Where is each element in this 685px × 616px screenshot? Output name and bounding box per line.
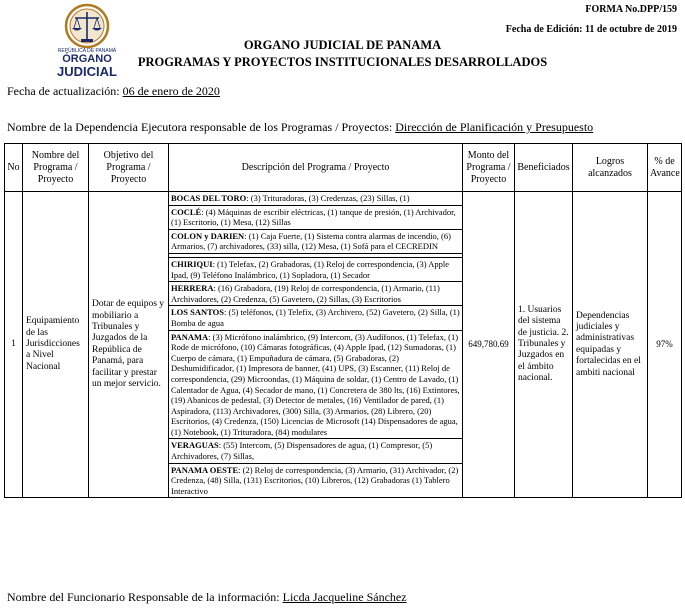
row-achievements: Dependencias judiciales y administrativas equipadas y fortalecidas en el ambiti nacional bbox=[573, 192, 648, 498]
official-value: Licda Jacqueline Sánchez bbox=[282, 590, 407, 604]
row-no: 1 bbox=[5, 192, 23, 498]
page-subtitle: PROGRAMAS Y PROYECTOS INSTITUCIONALES DESARROLLADOS bbox=[137, 55, 548, 69]
dependency-label: Nombre de la Dependencia Ejecutora responsable de los Programas / Proyectos: bbox=[7, 120, 396, 134]
row-name: Equipamiento de las Jurisdicciones a Nivel Nacional bbox=[23, 192, 89, 498]
table-row bbox=[5, 192, 682, 498]
desc-panama: PANAMA: (3) Micrófono inalámbrico, (9) Intercom, (3) Audífonos, (1) Telefax, (1) Rode de micrófono, (10) Cámaras fotográficas, (4) Apple Ipad, (12) Sumadoras, (1) Cuerpo de cámara, (1) Empuñadura de cámara, (5) Grabadoras, (2) Deshumidificador, (1) Impresora de banner, (41) UPS, (3) Escanner, (11) Reloj de correspondencia, (29) Microondas, (1) Máquina de soldar, (1) Centro de Lavado, (1) Calentador de Agua, (4) Secador de mano, (1) Concretera de 380 lts, (16) Extintores, (19) Abanicos de pedestal, (3) Detector de metales, (16) Ventilador de pared, (1) Aspiradora, (113) Archivadores, (300) Silla, (3) Armarios, (28) Librero, (20) Escritorios, (4) Credenza, (150) Licencias de Microsoft (14) Dispensadores de agua, (1) Notebook, (1) Trituradora, (84) modulares bbox=[169, 331, 462, 440]
update-label: Fecha de actualización: bbox=[7, 84, 123, 98]
page-title: ORGANO JUDICIAL DE PANAMA bbox=[243, 38, 442, 52]
desc-veraguas: VERAGUAS: (55) Intercom, (5) Dispensadores de agua, (1) Compresor, (5) Archivadores, (7) Sillas, bbox=[169, 439, 462, 463]
row-description bbox=[169, 192, 463, 498]
desc-herrera: HERRERA: (16) Grabadora, (19) Reloj de correspondencia, (1) Armario, (11) Archivadores, (2) Credenza, (5) Gavetero, (2) Sillas, (3) Escritorios bbox=[169, 282, 462, 306]
desc-cocle: COCLÉ: (4) Máquinas de escribir eléctricas, (1) tanque de presión, (1) Archivador, (1) Escritorio, (1) Mesa, (12) Sillas bbox=[169, 206, 462, 230]
header-progress: % de Avance bbox=[648, 144, 682, 192]
row-progress: 97% bbox=[648, 192, 682, 498]
desc-colon-darien: COLON y DARIEN: (1) Caja Fuerte, (1) Sistema contra alarmas de incendio, (6) Armarios, (7) archivadores, (33) silla, (12) Mesa, (1) Sofá para el CECREDIN bbox=[169, 230, 462, 254]
header-beneficiaries: Beneficiados bbox=[515, 144, 573, 192]
form-code: FORMA No.DPP/159 bbox=[585, 4, 677, 15]
update-date-rest: de enero de 2020 bbox=[134, 84, 220, 98]
logo-line1: ÓRGANO bbox=[62, 53, 112, 65]
header-amount: Monto del Programa / Proyecto bbox=[463, 144, 515, 192]
table-header-row bbox=[5, 144, 682, 192]
header-achievements: Logros alcanzados bbox=[573, 144, 648, 192]
logo-small-text: REPÚBLICA DE PANAMÁ bbox=[57, 48, 117, 54]
header-no: No bbox=[5, 144, 23, 192]
update-day: 06 bbox=[122, 84, 135, 98]
official-line bbox=[7, 590, 407, 605]
header-description: Descripción del Programa / Proyecto bbox=[169, 144, 463, 192]
row-amount: 649,780.69 bbox=[463, 192, 515, 498]
dependency-value: Dirección de Planificación y Presupuesto bbox=[395, 120, 594, 134]
header-name: Nombre del Programa / Proyecto bbox=[23, 144, 89, 192]
desc-bocas-del-toro: BOCAS DEL TORO: (3) Trituradoras, (3) Credenzas, (23) Sillas, (1) bbox=[169, 192, 462, 206]
update-date bbox=[7, 84, 220, 99]
row-beneficiaries: 1. Usuarios del sistema de justicia. 2. Tribunales y Juzgados en el ámbito nacional. bbox=[515, 192, 573, 498]
logo-line2: JUDICIAL bbox=[57, 64, 117, 79]
desc-chiriqui: CHIRIQUI: (1) Telefax, (2) Grabadoras, (1) Reloj de correspondencia, (3) Apple Ipad, (9) Teléfono Inalámbrico, (1) Sopladora, (1) Secador bbox=[169, 258, 462, 282]
header-objective: Objetivo del Programa / Proyecto bbox=[89, 144, 169, 192]
desc-panama-oeste: PANAMA OESTE: (2) Reloj de correspondencia, (3) Armario, (31) Archivador, (2) Credenza, (48) Silla, (131) Escritorios, (10) Libreros, (12) Grabadoras (1) Tablero Interactivo bbox=[171, 464, 459, 496]
official-label: Nombre del Funcionario Responsable de la información: bbox=[7, 590, 283, 604]
desc-los-santos: LOS SANTOS: (5) teléfonos, (1) Telefix, (3) Archivero, (52) Gavetero, (2) Silla, (1) Bomba de agua bbox=[169, 306, 462, 330]
programs-table bbox=[4, 143, 682, 498]
edition-date: Fecha de Edición: 11 de octubre de 2019 bbox=[505, 24, 677, 35]
dependency-line bbox=[7, 120, 593, 135]
row-objective: Dotar de equipos y mobiliario a Tribunales y Juzgados de la República de Panamá, para facilitar y prestar un mejor servicio. bbox=[89, 192, 169, 498]
